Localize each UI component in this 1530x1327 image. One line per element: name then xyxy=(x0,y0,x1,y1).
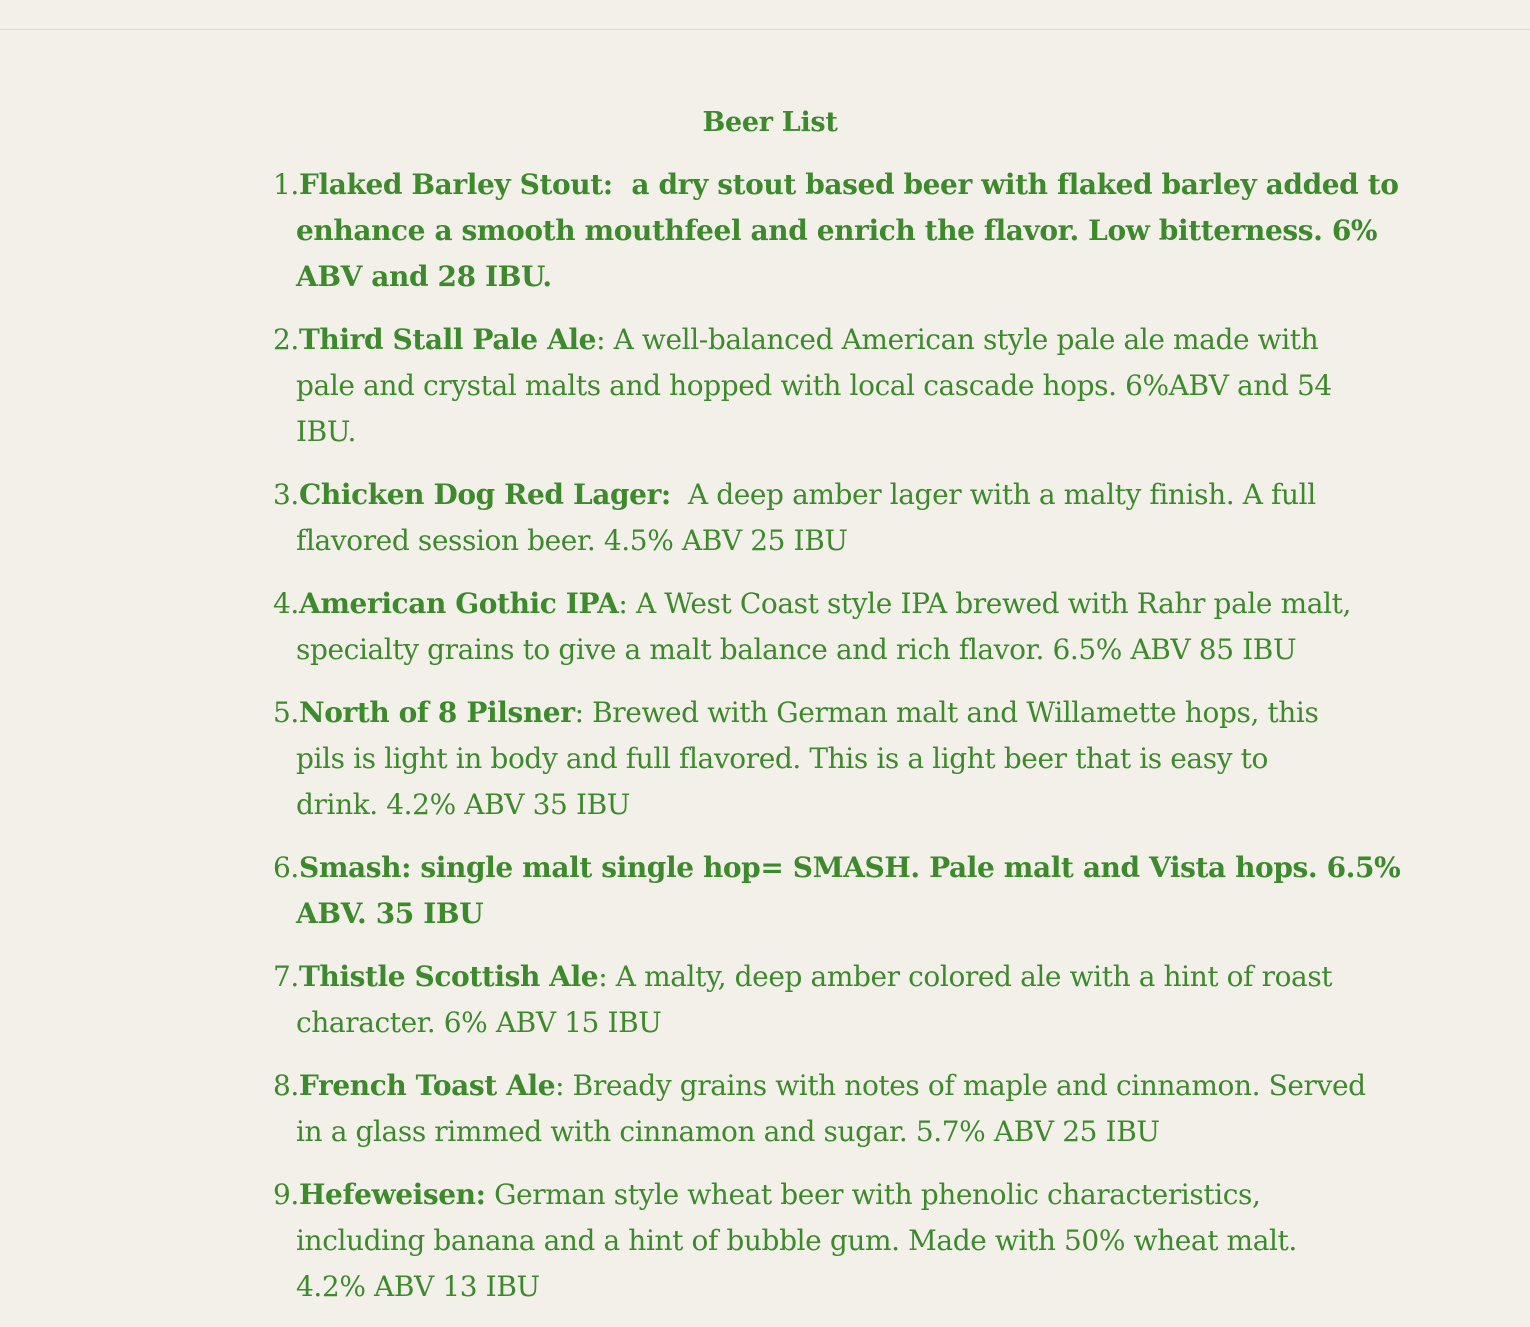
beer-description: IBU. xyxy=(296,415,356,448)
beer-list xyxy=(270,162,1401,1310)
beer-description: ABV and 28 IBU. xyxy=(296,260,552,293)
list-number: 5. xyxy=(273,696,299,729)
list-item xyxy=(270,581,1351,673)
beer-description: : Bready grains with notes of maple and cinnamon. Served xyxy=(555,1069,1366,1102)
list-item xyxy=(270,1063,1366,1155)
beer-name: Thistle Scottish Ale xyxy=(299,960,599,993)
beer-description: : A well-balanced American style pale ale made with xyxy=(596,323,1319,356)
beer-name: Flaked Barley Stout: xyxy=(299,168,613,201)
beer-description: : A malty, deep amber colored ale with a hint of roast xyxy=(598,960,1333,993)
beer-description: character. 6% ABV 15 IBU xyxy=(296,1006,662,1039)
beer-name: Chicken Dog Red Lager: xyxy=(299,478,671,511)
beer-name: Third Stall Pale Ale xyxy=(299,323,597,356)
beer-description: flavored session beer. 4.5% ABV 25 IBU xyxy=(296,524,848,557)
page-title: Beer List xyxy=(702,107,838,138)
list-item xyxy=(270,1172,1297,1310)
list-number: 6. xyxy=(273,851,299,884)
list-item xyxy=(270,162,1399,300)
list-item xyxy=(270,317,1332,455)
beer-description: 4.2% ABV 13 IBU xyxy=(296,1270,540,1303)
beer-description: pils is light in body and full flavored. This is a light beer that is easy to xyxy=(296,742,1268,775)
main-content xyxy=(270,100,1401,1327)
beer-description: ABV. 35 IBU xyxy=(296,897,484,930)
beer-name: American Gothic IPA xyxy=(299,587,619,620)
beer-description: specialty grains to give a malt balance and rich flavor. 6.5% ABV 85 IBU xyxy=(296,633,1297,666)
list-number: 7. xyxy=(273,960,299,993)
beer-description: in a glass rimmed with cinnamon and sugar. 5.7% ABV 25 IBU xyxy=(296,1115,1160,1148)
list-number: 4. xyxy=(273,587,299,620)
beer-description: pale and crystal malts and hopped with local cascade hops. 6%ABV and 54 xyxy=(296,369,1332,402)
beer-description: : Brewed with German malt and Willamette hops, this xyxy=(574,696,1319,729)
list-number: 2. xyxy=(273,323,299,356)
beer-description: a dry stout based beer with flaked barley added to xyxy=(631,168,1399,201)
list-number: 1. xyxy=(273,168,299,201)
list-number: 8. xyxy=(273,1069,299,1102)
list-number: 3. xyxy=(273,478,299,511)
beer-description: German style wheat beer with phenolic characteristics, xyxy=(494,1178,1261,1211)
beer-name: North of 8 Pilsner xyxy=(299,696,575,729)
list-item xyxy=(270,845,1401,937)
beer-description: enhance a smooth mouthfeel and enrich the flavor. Low bitterness. 6% xyxy=(296,214,1378,247)
list-item xyxy=(270,690,1319,828)
list-item xyxy=(270,472,1316,564)
beer-description: including banana and a hint of bubble gum. Made with 50% wheat malt. xyxy=(296,1224,1297,1257)
list-number: 9. xyxy=(273,1178,299,1211)
beer-description: : A West Coast style IPA brewed with Rahr pale malt, xyxy=(618,587,1351,620)
beer-name: Smash: single malt single hop= SMASH. Pale malt and Vista hops. 6.5% xyxy=(299,851,1401,884)
top-bar xyxy=(0,0,1530,30)
beer-description: A deep amber lager with a malty finish. A full xyxy=(687,478,1316,511)
beer-description: drink. 4.2% ABV 35 IBU xyxy=(296,788,630,821)
beer-name: Hefeweisen: xyxy=(299,1178,486,1211)
beer-name: French Toast Ale xyxy=(299,1069,556,1102)
list-item xyxy=(270,954,1333,1046)
